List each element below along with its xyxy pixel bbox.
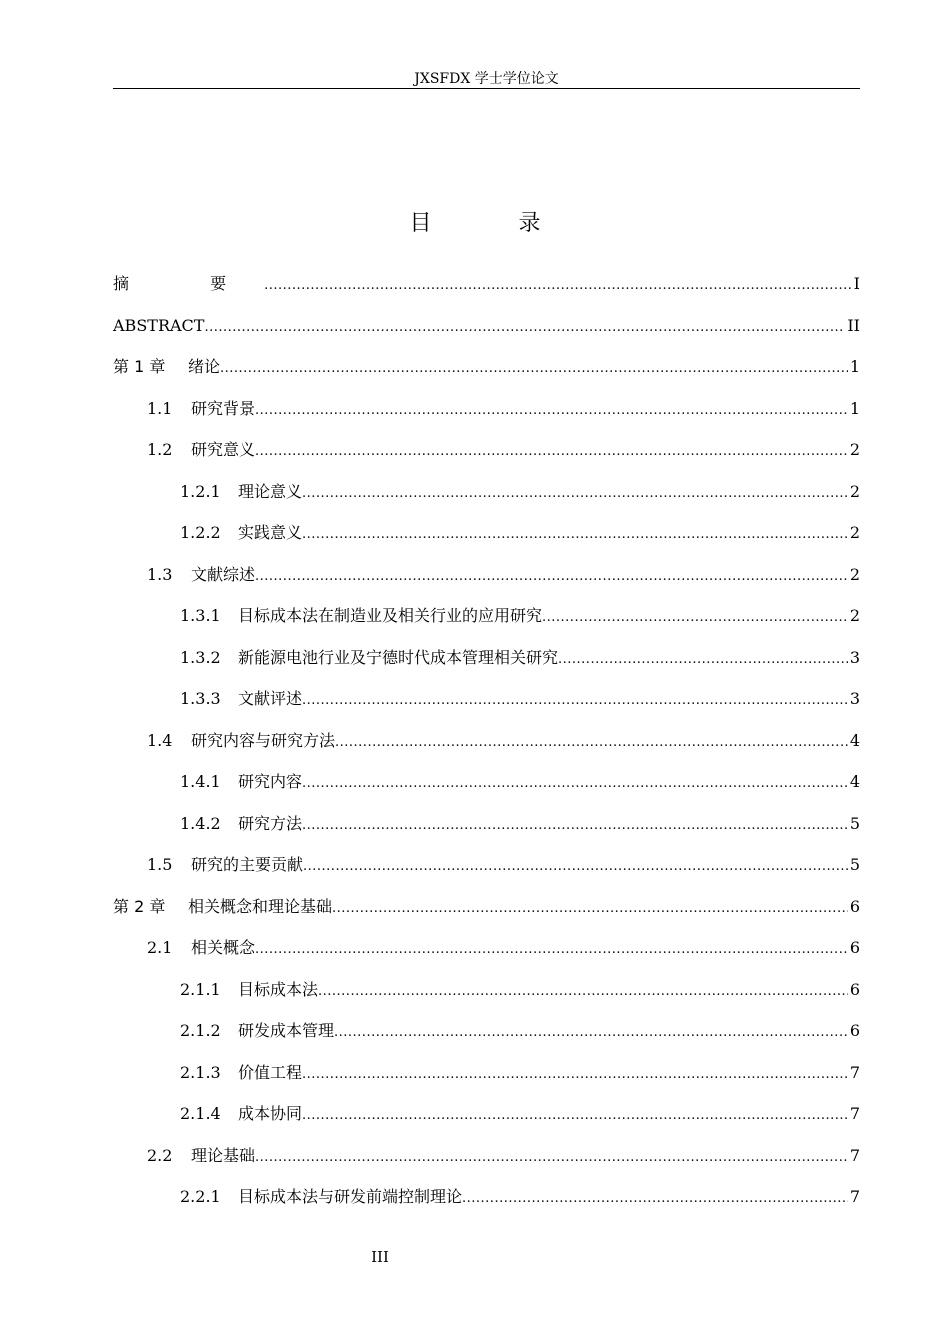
toc-entry-page: 3 [849,689,860,708]
toc-dot-leader [255,1144,848,1172]
toc-entry[interactable] [113,519,860,561]
toc-entry-number: 1.2.1 [180,481,221,501]
toc-entry[interactable] [113,727,860,769]
toc-entry-title: 实践意义 [238,523,303,542]
toc-entry-title: 新能源电池行业及宁德时代成本管理相关研究 [238,647,559,667]
toc-entry-number: 1.4 [147,730,173,750]
toc-entry-title: 摘 要 [113,274,265,293]
toc-entry-page: 3 [849,647,860,667]
toc-entry-title: 目标成本法在制造业及相关行业的应用研究 [238,606,543,625]
toc-dot-leader [302,1102,848,1130]
toc-entry-page: 7 [849,1104,860,1123]
toc-dot-leader [332,895,848,923]
toc-dot-leader [204,314,845,342]
toc-entry-number: 2.2.1 [180,1187,221,1206]
toc-dot-leader [302,1061,848,1089]
toc-entry-number: 1.2 [147,440,173,459]
toc-entry-number: 1.3.1 [180,606,221,625]
toc-dot-leader [302,480,848,508]
toc-entry[interactable] [113,561,860,603]
toc-entry-number: 2.1.1 [180,979,221,999]
toc-entry-title: 相关概念 [191,938,256,957]
toc-entry-title: 研究的主要贡献 [191,855,304,874]
toc-entry[interactable] [113,768,860,810]
toc-entry-page: 6 [849,979,860,999]
toc-dot-leader [255,397,848,425]
toc-entry-title: 研究背景 [191,398,256,418]
toc-entry-number: 第 1 章 [113,357,166,376]
toc-entry-title: 文献综述 [191,564,256,584]
toc-dot-leader [264,272,852,300]
toc-title: 目 录 [409,211,581,236]
toc-entry-number: 2.2 [147,1145,173,1165]
toc-entry-page: 7 [849,1145,860,1165]
toc-entry-page: 2 [849,440,860,459]
toc-dot-leader [302,770,848,798]
toc-entry[interactable] [113,1183,860,1225]
toc-entry[interactable] [113,1142,860,1184]
toc-dot-leader [255,563,848,591]
toc-entry-page: 6 [849,1021,860,1040]
toc-entry-number: 1.2.2 [180,523,221,542]
toc-entry[interactable] [113,851,860,893]
toc-entry[interactable] [113,478,860,520]
toc-entry[interactable] [113,312,860,354]
toc-entry-page: 2 [849,606,860,625]
toc-entry-title: 文献评述 [238,689,303,708]
toc-entry-number: 1.4.2 [180,813,221,833]
toc-dot-leader [302,521,848,549]
toc-entry-number: 1.3.3 [180,689,221,708]
toc-dot-leader [220,355,848,383]
toc-entry-number: 2.1.3 [180,1062,221,1082]
page-number: III [371,1248,389,1266]
toc-dot-leader [255,438,848,466]
toc-entry-page: 5 [849,813,860,833]
toc-entry-title: 研究内容 [238,772,303,791]
toc-dot-leader [335,729,848,757]
toc-entry-number: 1.5 [147,855,173,874]
toc-entry[interactable] [113,934,860,976]
toc-entry-page: 6 [849,938,860,957]
toc-dot-leader [334,1019,848,1047]
toc-entry-page: 4 [849,772,860,791]
toc-entry-title: 研发成本管理 [238,1021,335,1040]
toc-entry-number: 1.3.2 [180,647,221,667]
toc-entry-page: II [847,315,860,335]
toc-entry-title: ABSTRACT [113,315,205,335]
toc-entry[interactable] [113,602,860,644]
toc-entry-number: 1.1 [147,398,173,418]
toc-dot-leader [302,812,848,840]
toc-entry-page: 1 [849,357,860,376]
toc-entry-page: 2 [849,564,860,584]
toc-dot-leader [255,936,848,964]
toc-entry-number: 1.4.1 [180,772,221,791]
toc-entry-page: 2 [849,481,860,501]
toc-entry[interactable] [113,644,860,686]
toc-entry-page: 2 [849,523,860,542]
toc-entry[interactable] [113,395,860,437]
toc-dot-leader [542,604,848,632]
toc-entry-page: 7 [849,1187,860,1206]
toc-entry[interactable] [113,685,860,727]
toc-entry-title: 研究方法 [238,813,303,833]
toc-entry-page: 6 [849,896,860,916]
toc-entry-page: I [853,274,860,293]
toc-entry-title: 目标成本法 [238,979,319,999]
toc-dot-leader [462,1185,848,1213]
page-header: JXSFDX 学士学位论文 [113,70,860,89]
toc-dot-leader [302,687,848,715]
table-of-contents [113,270,860,1225]
toc-entry-number: 2.1.2 [180,1021,221,1040]
toc-entry[interactable] [113,1017,860,1059]
toc-entry[interactable] [113,893,860,935]
toc-entry-title: 目标成本法与研发前端控制理论 [238,1187,463,1206]
toc-entry-number: 1.3 [147,564,173,584]
toc-entry[interactable] [113,810,860,852]
toc-entry-number: 2.1.4 [180,1104,221,1123]
toc-entry-page: 4 [849,730,860,750]
toc-entry-number: 2.1 [147,938,173,957]
toc-entry-title: 理论基础 [191,1145,256,1165]
toc-entry-title: 研究内容与研究方法 [191,730,336,750]
toc-entry-number: 第 2 章 [113,896,166,916]
toc-entry[interactable] [113,353,860,395]
toc-entry[interactable] [113,1059,860,1101]
toc-dot-leader [558,646,848,674]
toc-entry[interactable] [113,976,860,1018]
toc-dot-leader [303,853,848,881]
toc-entry[interactable] [113,270,860,312]
toc-entry-page: 1 [849,398,860,418]
toc-entry[interactable] [113,436,860,478]
toc-entry-page: 7 [849,1062,860,1082]
toc-entry-title: 相关概念和理论基础 [188,896,333,916]
toc-entry-title: 绪论 [188,357,221,376]
toc-entry[interactable] [113,1100,860,1142]
toc-entry-title: 研究意义 [191,440,256,459]
toc-entry-title: 价值工程 [238,1062,303,1082]
toc-entry-title: 成本协同 [238,1104,303,1123]
toc-entry-title: 理论意义 [238,481,303,501]
toc-entry-page: 5 [849,855,860,874]
toc-dot-leader [318,978,848,1006]
